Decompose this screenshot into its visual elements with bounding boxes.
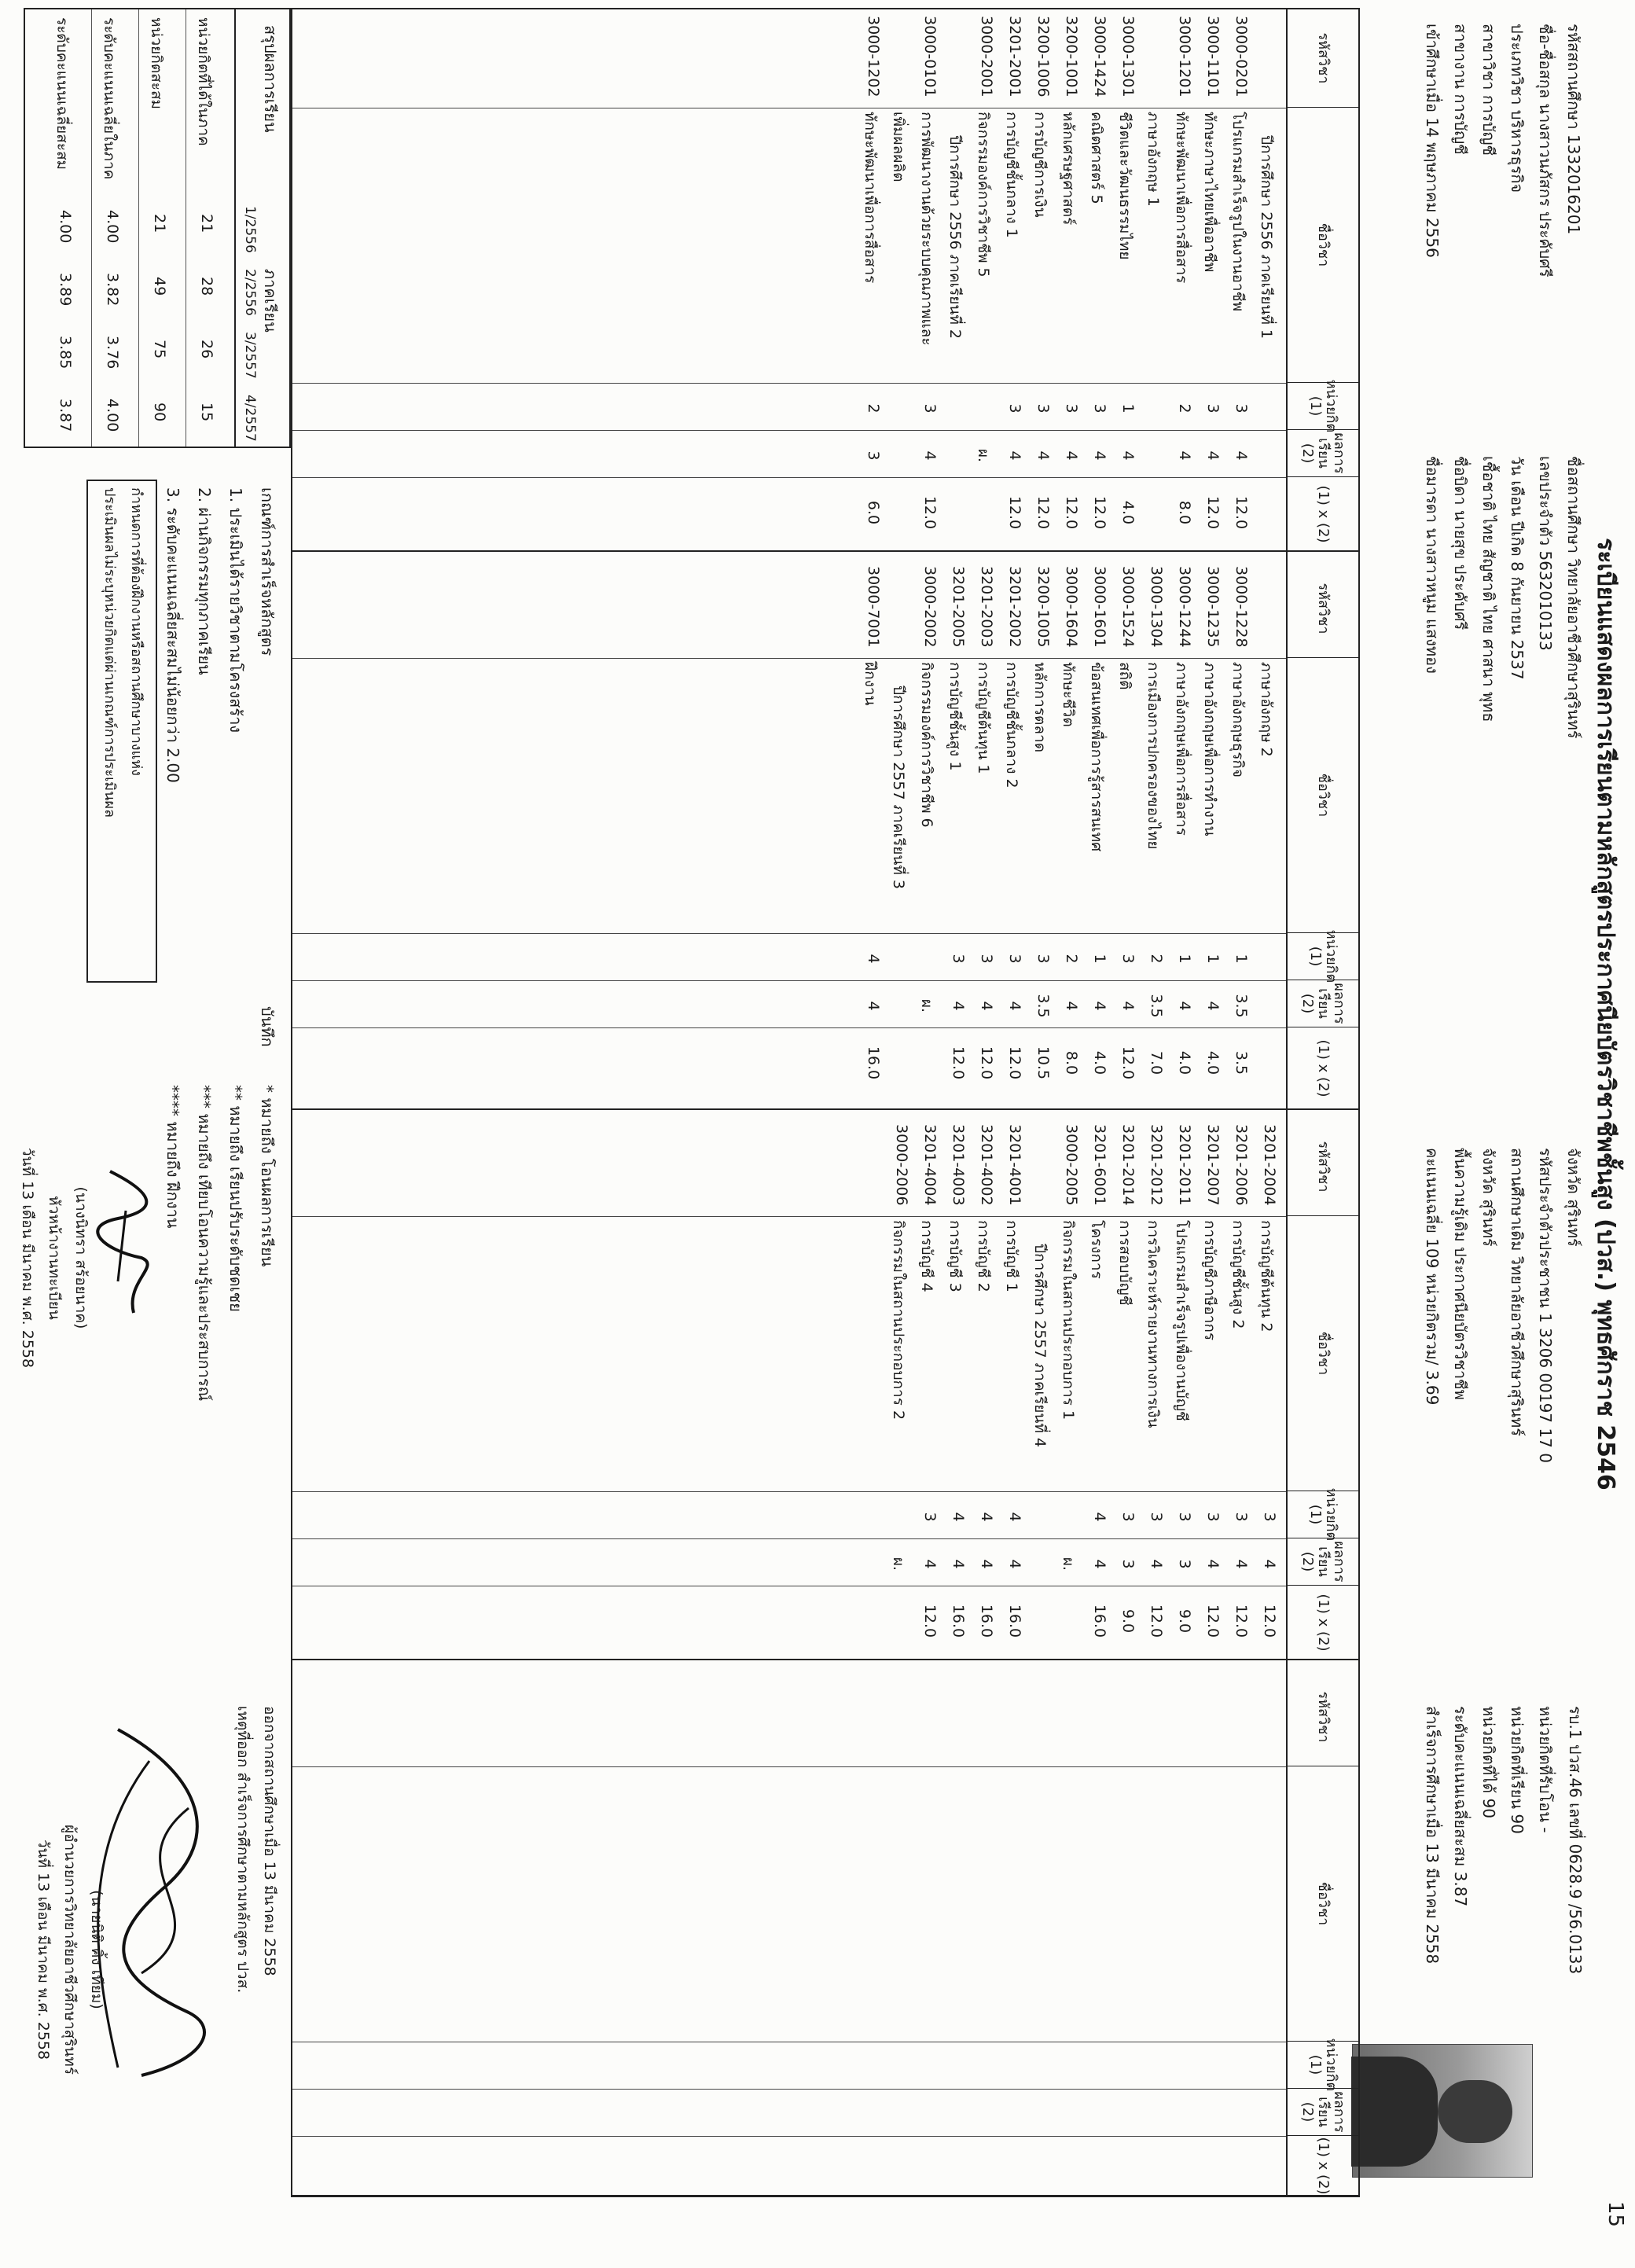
course-name: ปีการศึกษา 2556 ภาคเรียนที่ 1 [1258, 135, 1275, 340]
course-g: 4 [950, 1559, 967, 1569]
course-p: 12.0 [1006, 1046, 1023, 1080]
course-c: 3 [1176, 1512, 1193, 1522]
summary-header [234, 9, 289, 447]
course-c: 3 [950, 954, 967, 964]
course-p: 12.0 [921, 1604, 939, 1638]
course-row [943, 1118, 972, 1659]
course-c: 1 [1204, 954, 1222, 964]
course-code: 3201-2002 [1006, 566, 1023, 648]
course-code: 3000-1601 [1091, 566, 1108, 648]
criteria-title: เกณฑ์การสำเร็จหลักสูตร [258, 487, 277, 656]
column-header-grade: ผลการเรียน (2) [1286, 980, 1358, 1027]
course-p: 12.0 [1148, 1604, 1165, 1638]
course-c: 3 [1119, 1512, 1137, 1522]
summary-title: สรุปผลการเรียน [261, 25, 280, 133]
course-c: 4 [950, 1512, 967, 1522]
course-c: 3 [1204, 1512, 1222, 1522]
course-row [1141, 1118, 1170, 1659]
course-g: ผ. [918, 998, 935, 1013]
issued-date: ออกจากสถานศึกษาเมื่อ 13 มีนาคม 2558 [261, 1706, 278, 1976]
course-g: 4 [1204, 1559, 1222, 1569]
legend-title: บันทึก [258, 1006, 277, 1047]
course-p: 9.0 [1119, 1608, 1137, 1634]
course-c: 2 [1148, 954, 1165, 964]
course-name: ทักษะชีวิต [1060, 662, 1077, 727]
course-code: 3201-2011 [1176, 1124, 1193, 1206]
criteria-box: กำหนดการที่ต้องฝึกงานหรือสถานศึกษาบางแห่ง ประเมินผลไม่ระบุหน่วยกิตแต่ผ่านเกณฑ์การประเมินผล [86, 480, 157, 983]
course-name: ปีการศึกษา 2556 ภาคเรียนที่ 2 [946, 135, 964, 340]
course-p: 12.0 [1233, 495, 1250, 530]
course-c: 3 [1233, 1512, 1250, 1522]
summary-row: ระดับคะแนนเฉลี่ยในภาค 4.00 3.82 3.76 4.00 [91, 9, 132, 447]
course-p: 12.0 [1261, 1604, 1278, 1638]
course-p: 12.0 [978, 1046, 995, 1080]
course-c: 3 [1261, 1512, 1278, 1522]
course-p: 12.0 [950, 1046, 967, 1080]
course-p: 12.0 [1063, 495, 1080, 530]
course-code: 3200-1006 [1034, 16, 1052, 97]
registrar-name: (นางนิทรา สร้อยนาค) [72, 1186, 90, 1329]
director-role: ผู้อำนวยการวิทยาลัยอาชีวศึกษาสุรินทร์ [61, 1824, 79, 2075]
course-g: 4 [950, 1001, 967, 1011]
course-row [1255, 1118, 1283, 1659]
term-3: 3/2557 [242, 332, 258, 379]
term-1: 1/2556 [242, 206, 258, 253]
course-c: 4 [1091, 1512, 1108, 1522]
course-code: 3000-1101 [1204, 16, 1222, 97]
course-name: การพัฒนางานด้วยระบบคุณภาพและ [918, 112, 935, 346]
course-g: 4 [1119, 1001, 1137, 1011]
course-row [1255, 9, 1283, 550]
course-name: ภาษาอังกฤษ 1 [1144, 112, 1162, 207]
course-code: 3201-2007 [1204, 1124, 1222, 1206]
course-name: กิจกรรมองค์การวิชาชีพ 6 [918, 662, 935, 828]
director-issued-block [230, 1706, 283, 1993]
course-rows [858, 560, 1283, 1108]
column-header-code: รหัสวิชา [1286, 9, 1358, 108]
course-g: 3.5 [1034, 994, 1052, 1018]
course-c: 3 [1006, 954, 1023, 964]
course-p: 16.0 [1006, 1604, 1023, 1638]
course-code: 3201-2003 [978, 566, 995, 648]
course-code: 3201-4004 [921, 1124, 939, 1206]
course-code: 3201-2001 [1006, 16, 1023, 97]
column-header-name: ชื่อวิชา [1286, 1216, 1358, 1491]
course-code: 3201-6001 [1091, 1124, 1108, 1206]
course-c: 2 [1063, 954, 1080, 964]
column-header-credit: หน่วยกิต (1) [1286, 2042, 1358, 2089]
course-g: 4 [1006, 450, 1023, 461]
course-code: 3000-1301 [1119, 16, 1137, 97]
course-g: 4 [1091, 1001, 1108, 1011]
course-p: 10.5 [1034, 1046, 1052, 1080]
course-row [943, 9, 972, 550]
course-g: 4 [1091, 1559, 1108, 1569]
course-g: 4 [1204, 1001, 1222, 1011]
course-code: 3000-1304 [1148, 566, 1165, 648]
course-c: 3 [1091, 403, 1108, 414]
course-p: 8.0 [1176, 500, 1193, 525]
column-header-credit: หน่วยกิต (1) [1286, 1491, 1358, 1538]
course-row [1141, 560, 1170, 1108]
course-code: 3000-0101 [921, 16, 939, 97]
course-g: 4 [1091, 450, 1108, 461]
course-name: หลักการตลาด [1031, 662, 1049, 753]
photo-body [1351, 2057, 1438, 2167]
course-name: การบัญชี 1 [1003, 1220, 1020, 1292]
course-row [972, 560, 1000, 1108]
course-g: 4 [1233, 450, 1250, 461]
course-row [1226, 1118, 1255, 1659]
registrar-date: วันที่ 13 เดือน มีนาคม พ.ศ. 2558 [19, 1147, 36, 1369]
course-row [858, 560, 887, 1108]
course-p: 4.0 [1091, 1050, 1108, 1075]
course-code: 3000-1424 [1091, 16, 1108, 97]
header-far: หน่วยกิตที่รับโอน - หน่วยกิตที่เรียน 90 หน่วยกิตที่ได้ 90 ระดับคะแนนเฉลี่ยสะสม 3.87 สำเร็จการศึกษาเมื่อ 13 มีนาคม 2558 [1423, 1706, 1555, 1965]
course-g: 4 [1119, 450, 1137, 461]
director-block [30, 1729, 110, 2170]
course-g: 4 [1006, 1001, 1023, 1011]
course-code: 3200-1005 [1034, 566, 1052, 648]
column-header-product: (1) x (2) [1286, 2136, 1358, 2196]
summary-row: หน่วยกิตที่ได้ในภาค 21 28 26 15 [186, 9, 226, 447]
course-p: 3.5 [1233, 1050, 1250, 1075]
course-name: การบัญชีการเงิน [1031, 112, 1049, 218]
column-header-grade: ผลการเรียน (2) [1286, 2089, 1358, 2136]
course-code: 3201-2006 [1233, 1124, 1250, 1206]
course-column [292, 1118, 1358, 1660]
course-g: 3 [1176, 1559, 1193, 1569]
course-name: ภาษาอังกฤษเพื่อการสื่อสาร [1173, 662, 1190, 836]
course-p: 8.0 [1063, 1050, 1080, 1075]
column-header-name: ชื่อวิชา [1286, 658, 1358, 933]
course-g: 4 [921, 450, 939, 461]
registrar-role: หัวหน้างานทะเบียน [46, 1196, 63, 1320]
course-code: 3201-2005 [950, 566, 967, 648]
course-g: ผ. [975, 448, 992, 463]
term-2: 2/2556 [242, 269, 258, 316]
course-row [1085, 1118, 1113, 1659]
course-row [1226, 560, 1255, 1108]
column-header-credit: หน่วยกิต (1) [1286, 933, 1358, 980]
director-name: (นายนิติ คิ้ง เทียม) [88, 1890, 105, 2009]
course-code: 3000-1228 [1233, 566, 1250, 648]
header-right: จังหวัด สุรินทร์ รหัสประจำตัวประชาชน 1 3206 00197 17 0 สถานศึกษาเดิม วิทยาลัยอาชีวศึกษาสุรินทร์ จังหวัด สุรินทร์ พื้นความรู้เดิม ประกาศนียบัตรวิชาชีพ คะแนนเฉลี่ย 109 หน่วยกิตรวม/ 3.69 [1423, 1148, 1583, 1463]
course-code: 3000-2006 [893, 1124, 910, 1206]
course-g: 3.5 [1233, 994, 1250, 1018]
course-name: กิจกรรมในสถานประกอบการ 2 [890, 1220, 907, 1421]
course-row [887, 1118, 915, 1659]
course-g: 3 [1119, 1559, 1137, 1569]
summary-table [24, 8, 291, 448]
column-header-name: ชื่อวิชา [1286, 108, 1358, 383]
course-code: 3000-1235 [1204, 566, 1222, 648]
course-p: 12.0 [1006, 495, 1023, 530]
course-name: การบัญชีชั้นกลาง 1 [1003, 112, 1020, 238]
column-header-grade: ผลการเรียน (2) [1286, 1538, 1358, 1586]
course-g: 4 [1204, 450, 1222, 461]
course-row [1198, 9, 1226, 550]
course-name: กิจกรรมในสถานประกอบการ 1 [1060, 1220, 1077, 1421]
course-row [887, 9, 915, 550]
course-code: 3201-4002 [978, 1124, 995, 1206]
course-name: คณิตศาสตร์ 5 [1088, 112, 1105, 204]
course-code: 3201-4001 [1006, 1124, 1023, 1206]
column-header-product: (1) x (2) [1286, 477, 1358, 552]
column-divider [292, 1766, 1286, 1767]
course-p: 12.0 [921, 495, 939, 530]
course-p: 16.0 [865, 1046, 882, 1080]
course-c: 3 [1204, 403, 1222, 414]
header-left: รหัสสถานศึกษา 1332016201 ชื่อ-ชื่อสกุล นางสาวนภัสกร ประคับศรี ประเภทวิชา บริหารธุรกิจ สาขาวิชา การบัญชี สาขางาน การบัญชี เข้าศึกษาเมื่อ 14 พฤษภาคม 2556 [1423, 24, 1583, 278]
course-name: หลักเศรษฐศาสตร์ [1060, 112, 1077, 226]
course-row [1056, 9, 1085, 550]
legend-items: * หมายถึง โอนผลการเรียน ** หมายถึง เรียนปรับระดับชดเชย *** หมายถึง เทียบโอนความรู้และประสบการณ์ **** หมายถึง ฝึกงาน [164, 1085, 277, 1402]
course-c: 2 [865, 403, 882, 414]
course-code: 3000-1201 [1176, 16, 1193, 97]
course-name: การบัญชีต้นทุน 1 [975, 662, 992, 774]
term-4: 4/2557 [242, 395, 258, 442]
course-c: 3 [921, 403, 939, 414]
course-p: 6.0 [865, 500, 882, 525]
course-row [1198, 560, 1226, 1108]
course-c: 1 [1176, 954, 1193, 964]
course-row [1085, 9, 1113, 550]
course-name: การสอบบัญชี [1116, 1220, 1133, 1306]
course-c: 3 [1119, 954, 1137, 964]
course-p: 12.0 [1204, 495, 1222, 530]
course-row [915, 9, 943, 550]
course-g: 4 [1261, 1559, 1278, 1569]
course-g: 4 [1063, 450, 1080, 461]
photo-head [1438, 2080, 1512, 2143]
course-name: ข้อสนเทศเพื่อการรู้สารสนเทศ [1088, 662, 1105, 852]
course-p: 9.0 [1176, 1608, 1193, 1634]
course-name: การบัญชี 2 [975, 1220, 992, 1292]
course-c: 4 [978, 1512, 995, 1522]
course-name: สถิติ [1116, 662, 1133, 690]
course-p: 4.0 [1119, 500, 1137, 525]
course-column [292, 560, 1358, 1110]
course-name: ภาษาอังกฤษ 2 [1258, 662, 1275, 757]
issued-reason: เหตุที่ออก สำเร็จการศึกษาตามหลักสูตร ปวส. [234, 1706, 252, 1994]
course-name: ฝึกงาน [862, 662, 879, 706]
column-header-credit: หน่วยกิต (1) [1286, 383, 1358, 430]
course-row [1170, 9, 1198, 550]
course-g: ผ. [890, 1557, 907, 1571]
column-header-name: ชื่อวิชา [1286, 1766, 1358, 2042]
course-c: 3 [1233, 403, 1250, 414]
course-column [292, 9, 1358, 552]
summary-row: หน่วยกิตสะสม 21 49 75 90 [138, 9, 179, 447]
course-c: 4 [1006, 1512, 1023, 1522]
course-row [1000, 1118, 1028, 1659]
course-row [1000, 9, 1028, 550]
course-rows [858, 9, 1283, 550]
document-title: ระเบียนแสดงผลการเรียนตามหลักสูตรประกาศนียบัตรวิชาชีพชั้นสูง (ปวส.) พุทธศักราช 2546 [1592, 538, 1619, 1491]
column-header-grade: ผลการเรียน (2) [1286, 430, 1358, 477]
course-c: 3 [921, 1512, 939, 1522]
course-code: 3201-2014 [1119, 1124, 1137, 1206]
course-name: โครงการ [1088, 1220, 1105, 1279]
course-g: 4 [978, 1001, 995, 1011]
course-code: 3000-2001 [978, 16, 995, 97]
course-row [1028, 9, 1056, 550]
course-code: 3000-0201 [1233, 16, 1250, 97]
course-row [943, 560, 972, 1108]
course-name: การบัญชี 4 [918, 1220, 935, 1292]
course-c: 2 [1176, 403, 1193, 414]
column-divider [292, 2089, 1286, 2090]
column-header-code: รหัสวิชา [1286, 560, 1358, 658]
course-p: 4.0 [1176, 1050, 1193, 1075]
column-header-code: รหัสวิชา [1286, 1668, 1358, 1766]
registrar-signature [94, 1163, 165, 1321]
course-g: 3.5 [1148, 994, 1165, 1018]
course-c: 3 [1148, 1512, 1165, 1522]
course-row [1056, 1118, 1085, 1659]
director-date: วันที่ 13 เดือน มีนาคม พ.ศ. 2558 [35, 1839, 52, 2060]
course-row [1255, 560, 1283, 1108]
course-row [972, 1118, 1000, 1659]
course-name: โปรแกรมสำเร็จรูปในงานอาชีพ [1229, 112, 1247, 312]
course-name: การบัญชีชั้นสูง 1 [946, 662, 964, 771]
course-name: เพิ่มผลผลิต [890, 112, 907, 182]
course-c: 3 [978, 954, 995, 964]
course-row [1113, 1118, 1141, 1659]
course-p: 16.0 [950, 1604, 967, 1638]
student-photo [1352, 2044, 1533, 2178]
course-c: 1 [1233, 954, 1250, 964]
course-p: 12.0 [1091, 495, 1108, 530]
course-g: 4 [1148, 1559, 1165, 1569]
course-row [1028, 560, 1056, 1108]
course-p: 16.0 [978, 1604, 995, 1638]
column-header-code: รหัสวิชา [1286, 1118, 1358, 1216]
form-code: รบ.1 ปวส.46 เลขที่ 0628.9 /56.0133 [1566, 1706, 1585, 1975]
course-name: ปีการศึกษา 2557 ภาคเรียนที่ 4 [1031, 1244, 1049, 1448]
course-grid [291, 8, 1360, 2197]
course-row [1113, 560, 1141, 1108]
course-c: 3 [1034, 954, 1052, 964]
course-code: 3201-2004 [1261, 1124, 1278, 1206]
course-c: 1 [1091, 954, 1108, 964]
course-name: ภาษาอังกฤษธุรกิจ [1229, 662, 1247, 778]
course-name: การวิเคราะห์รายงานทางการเงิน [1144, 1220, 1162, 1428]
course-name: ชีวิตและวัฒนธรรมไทย [1116, 112, 1133, 260]
column-header-product: (1) x (2) [1286, 1027, 1358, 1110]
course-name: โปรแกรมสำเร็จรูปเพื่องานบัญชี [1173, 1220, 1190, 1421]
course-g: 4 [865, 1001, 882, 1011]
course-code: 3000-2005 [1063, 1124, 1080, 1206]
course-row [1226, 9, 1255, 550]
course-c: 4 [865, 954, 882, 964]
course-g: 3 [865, 450, 882, 461]
course-code: 3000-1604 [1063, 566, 1080, 648]
course-row [915, 560, 943, 1108]
course-p: 12.0 [1204, 1604, 1222, 1638]
course-code: 3200-1001 [1063, 16, 1080, 97]
course-g: 4 [1233, 1559, 1250, 1569]
course-p: 16.0 [1091, 1604, 1108, 1638]
course-name: การบัญชีชั้นกลาง 2 [1003, 662, 1020, 788]
course-row [1170, 560, 1198, 1108]
course-p: 12.0 [1233, 1604, 1250, 1638]
course-c: 3 [1063, 403, 1080, 414]
course-g: 4 [1063, 1001, 1080, 1011]
course-g: 4 [1034, 450, 1052, 461]
summary-term-label: ภาคเรียน [261, 269, 280, 333]
course-name: การเมืองการปกครองของไทย [1144, 662, 1162, 850]
course-p: 12.0 [1034, 495, 1052, 530]
course-code: 3201-2012 [1148, 1124, 1165, 1206]
course-name: ปีการศึกษา 2557 ภาคเรียนที่ 3 [890, 686, 907, 890]
course-row [1056, 560, 1085, 1108]
course-g: ผ. [1060, 1557, 1077, 1571]
course-g: 4 [1176, 1001, 1193, 1011]
course-rows [887, 1118, 1283, 1659]
course-code: 3000-2002 [921, 566, 939, 648]
course-name: ทักษะพัฒนาเพื่อการสื่อสาร [862, 112, 879, 284]
course-p: 7.0 [1148, 1050, 1165, 1075]
header-mid: ชื่อสถานศึกษา วิทยาลัยอาชีวศึกษาสุรินทร์ เลขประจำตัว 5632010133 วัน เดือน ปีเกิด 8 กันยายน 2537 เชื้อชาติ ไทย สัญชาติ ไทย ศาสนา พุทธ ชื่อบิดา นายสุข ประคับศรี ชื่อมารดา นางสาวหนูม แสงทอง [1423, 456, 1583, 739]
course-g: 4 [921, 1559, 939, 1569]
course-name: กิจกรรมองค์การวิชาชีพ 5 [975, 112, 992, 278]
course-g: 4 [1006, 1559, 1023, 1569]
course-column [292, 1668, 1358, 2196]
course-p: 4.0 [1204, 1050, 1222, 1075]
course-row [915, 1118, 943, 1659]
page-number: 15 [1604, 2201, 1627, 2228]
course-name: ทักษะพัฒนาเพื่อการสื่อสาร [1173, 112, 1190, 284]
course-row [972, 9, 1000, 550]
course-code: 3000-7001 [865, 566, 882, 648]
legend [252, 1006, 283, 1047]
course-c: 3 [1034, 403, 1052, 414]
course-code: 3000-1202 [865, 16, 882, 97]
course-row [1170, 1118, 1198, 1659]
course-c: 1 [1119, 403, 1137, 414]
course-name: การบัญชีภาษีอากร [1201, 1220, 1218, 1341]
course-g: 4 [978, 1559, 995, 1569]
course-row [1198, 1118, 1226, 1659]
column-header-product: (1) x (2) [1286, 1586, 1358, 1660]
course-code: 3000-1244 [1176, 566, 1193, 648]
course-code: 3201-4003 [950, 1124, 967, 1206]
summary-row: ระดับคะแนนเฉลี่ยสะสม 4.00 3.89 3.85 3.87 [53, 17, 74, 432]
criteria: เกณฑ์การสำเร็จหลักสูตร 1. ประเมินได้รายวิชาตามโครงสร้าง 2. ผ่านกิจกรรมทุกภาคเรียน 3. ระดับคะแนนเฉลี่ยสะสมไม่น้อยกว่า 2.00 [157, 487, 283, 783]
course-row [858, 9, 887, 550]
course-row [1113, 9, 1141, 550]
course-p: 12.0 [1119, 1046, 1137, 1080]
course-row [1028, 1118, 1056, 1659]
course-row [1000, 560, 1028, 1108]
course-code: 3000-1524 [1119, 566, 1137, 648]
course-c: 3 [1006, 403, 1023, 414]
course-name: ภาษาอังกฤษเพื่อการทำงาน [1201, 662, 1218, 836]
course-g: 4 [1176, 450, 1193, 461]
course-name: การบัญชี 3 [946, 1220, 964, 1292]
course-name: การบัญชีชั้นสูง 2 [1229, 1220, 1247, 1329]
course-name: ทักษะภาษาไทยเพื่ออาชีพ [1201, 112, 1218, 273]
course-row [1141, 9, 1170, 550]
course-row [887, 560, 915, 1108]
registrar-block [14, 1116, 94, 1399]
course-name: การบัญชีต้นทุน 2 [1258, 1220, 1275, 1332]
column-divider [292, 2136, 1286, 2137]
course-row [1085, 560, 1113, 1108]
